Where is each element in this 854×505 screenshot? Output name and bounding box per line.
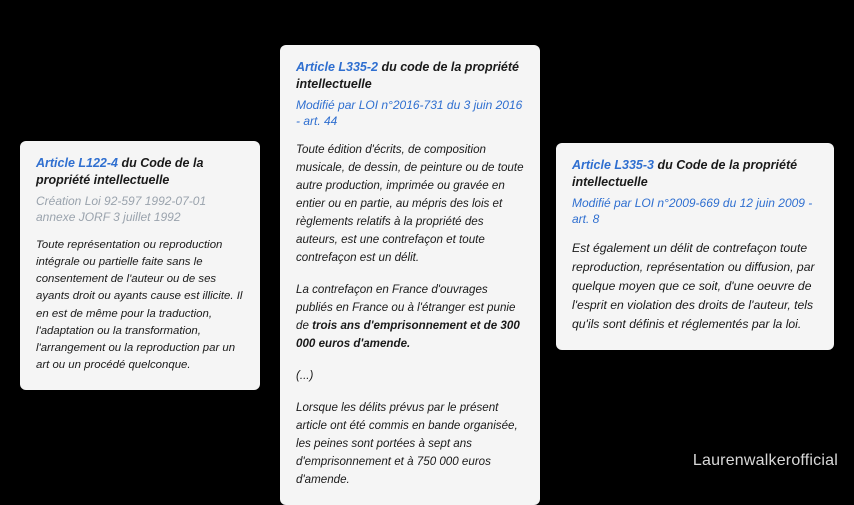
article-title-l335-3 bbox=[572, 157, 818, 191]
article-subtitle-l335-2: Modifié par LOI n°2016-731 du 3 juin 2016 - art. 44 bbox=[296, 97, 523, 128]
watermark: Laurenwalkerofficial bbox=[692, 452, 838, 469]
article-title-l335-2 bbox=[296, 59, 524, 93]
penalty-bold: trois ans d'emprisonnement et de 300 000 euros d'amende. bbox=[296, 318, 520, 350]
article-title-rest-l122-4: du Code de la propriété intellectuelle bbox=[36, 156, 204, 187]
article-paragraph-penalty bbox=[296, 281, 524, 353]
article-subtitle-l335-3: Modifié par LOI n°2009-669 du 12 juin 2009 - art. 8 bbox=[572, 195, 813, 226]
article-card-l335-2 bbox=[280, 45, 540, 505]
article-title-rest-l335-2: du code de la propriété intellectuelle bbox=[296, 60, 519, 91]
article-paragraph: Est également un délit de contrefaçon toute reproduction, représentation ou diffusion, par quelque moyen que ce soit, d'une oeuvre de l'esprit en violation des droits de l'auteur, tels qu'ils sont définis et réglementés par la loi. bbox=[572, 241, 815, 331]
article-reference-l335-2: Article L335-2 bbox=[296, 60, 378, 74]
article-title-rest-l335-3: du Code de la propriété intellectuelle bbox=[572, 158, 798, 189]
article-paragraph-ellipsis: (...) bbox=[296, 368, 314, 382]
article-card-l122-4 bbox=[20, 141, 260, 390]
article-reference-l335-3: Article L335-3 bbox=[572, 158, 654, 172]
article-subtitle-l122-4: Création Loi 92-597 1992-07-01 annexe JORF 3 juillet 1992 bbox=[36, 193, 207, 224]
article-body-l122-4 bbox=[36, 237, 244, 374]
article-paragraph: Lorsque les délits prévus par le présent article ont été commis en bande organisée, les peines sont portées à sept ans d'emprisonnement et à 750 000 euros d'amende. bbox=[296, 400, 518, 486]
article-paragraph: Toute représentation ou reproduction intégrale ou partielle faite sans le consentement de l'auteur ou de ses ayants droit ou ayants cause est illicite. Il en est de même pour la traduction, l'adaptation ou la transformation, l'arrangement ou la reproduction par un art ou un procédé quelconque. bbox=[36, 239, 243, 371]
article-card-l335-3 bbox=[556, 143, 834, 350]
article-body-l335-2 bbox=[296, 141, 524, 488]
article-reference-l122-4: Article L122-4 bbox=[36, 156, 118, 170]
article-title-l122-4 bbox=[36, 155, 244, 189]
article-paragraph: Toute édition d'écrits, de composition musicale, de dessin, de peinture ou de toute autre production, imprimée ou gravée en entier ou en partie, au mépris des lois et règlements relatifs à la propriété des auteurs, est une contrefaçon et toute contrefaçon est un délit. bbox=[296, 143, 524, 264]
article-body-l335-3 bbox=[572, 239, 818, 334]
penalty-prefix: La contrefaçon en France d'ouvrages publiés en France ou à l'étranger est punie de bbox=[296, 282, 516, 332]
